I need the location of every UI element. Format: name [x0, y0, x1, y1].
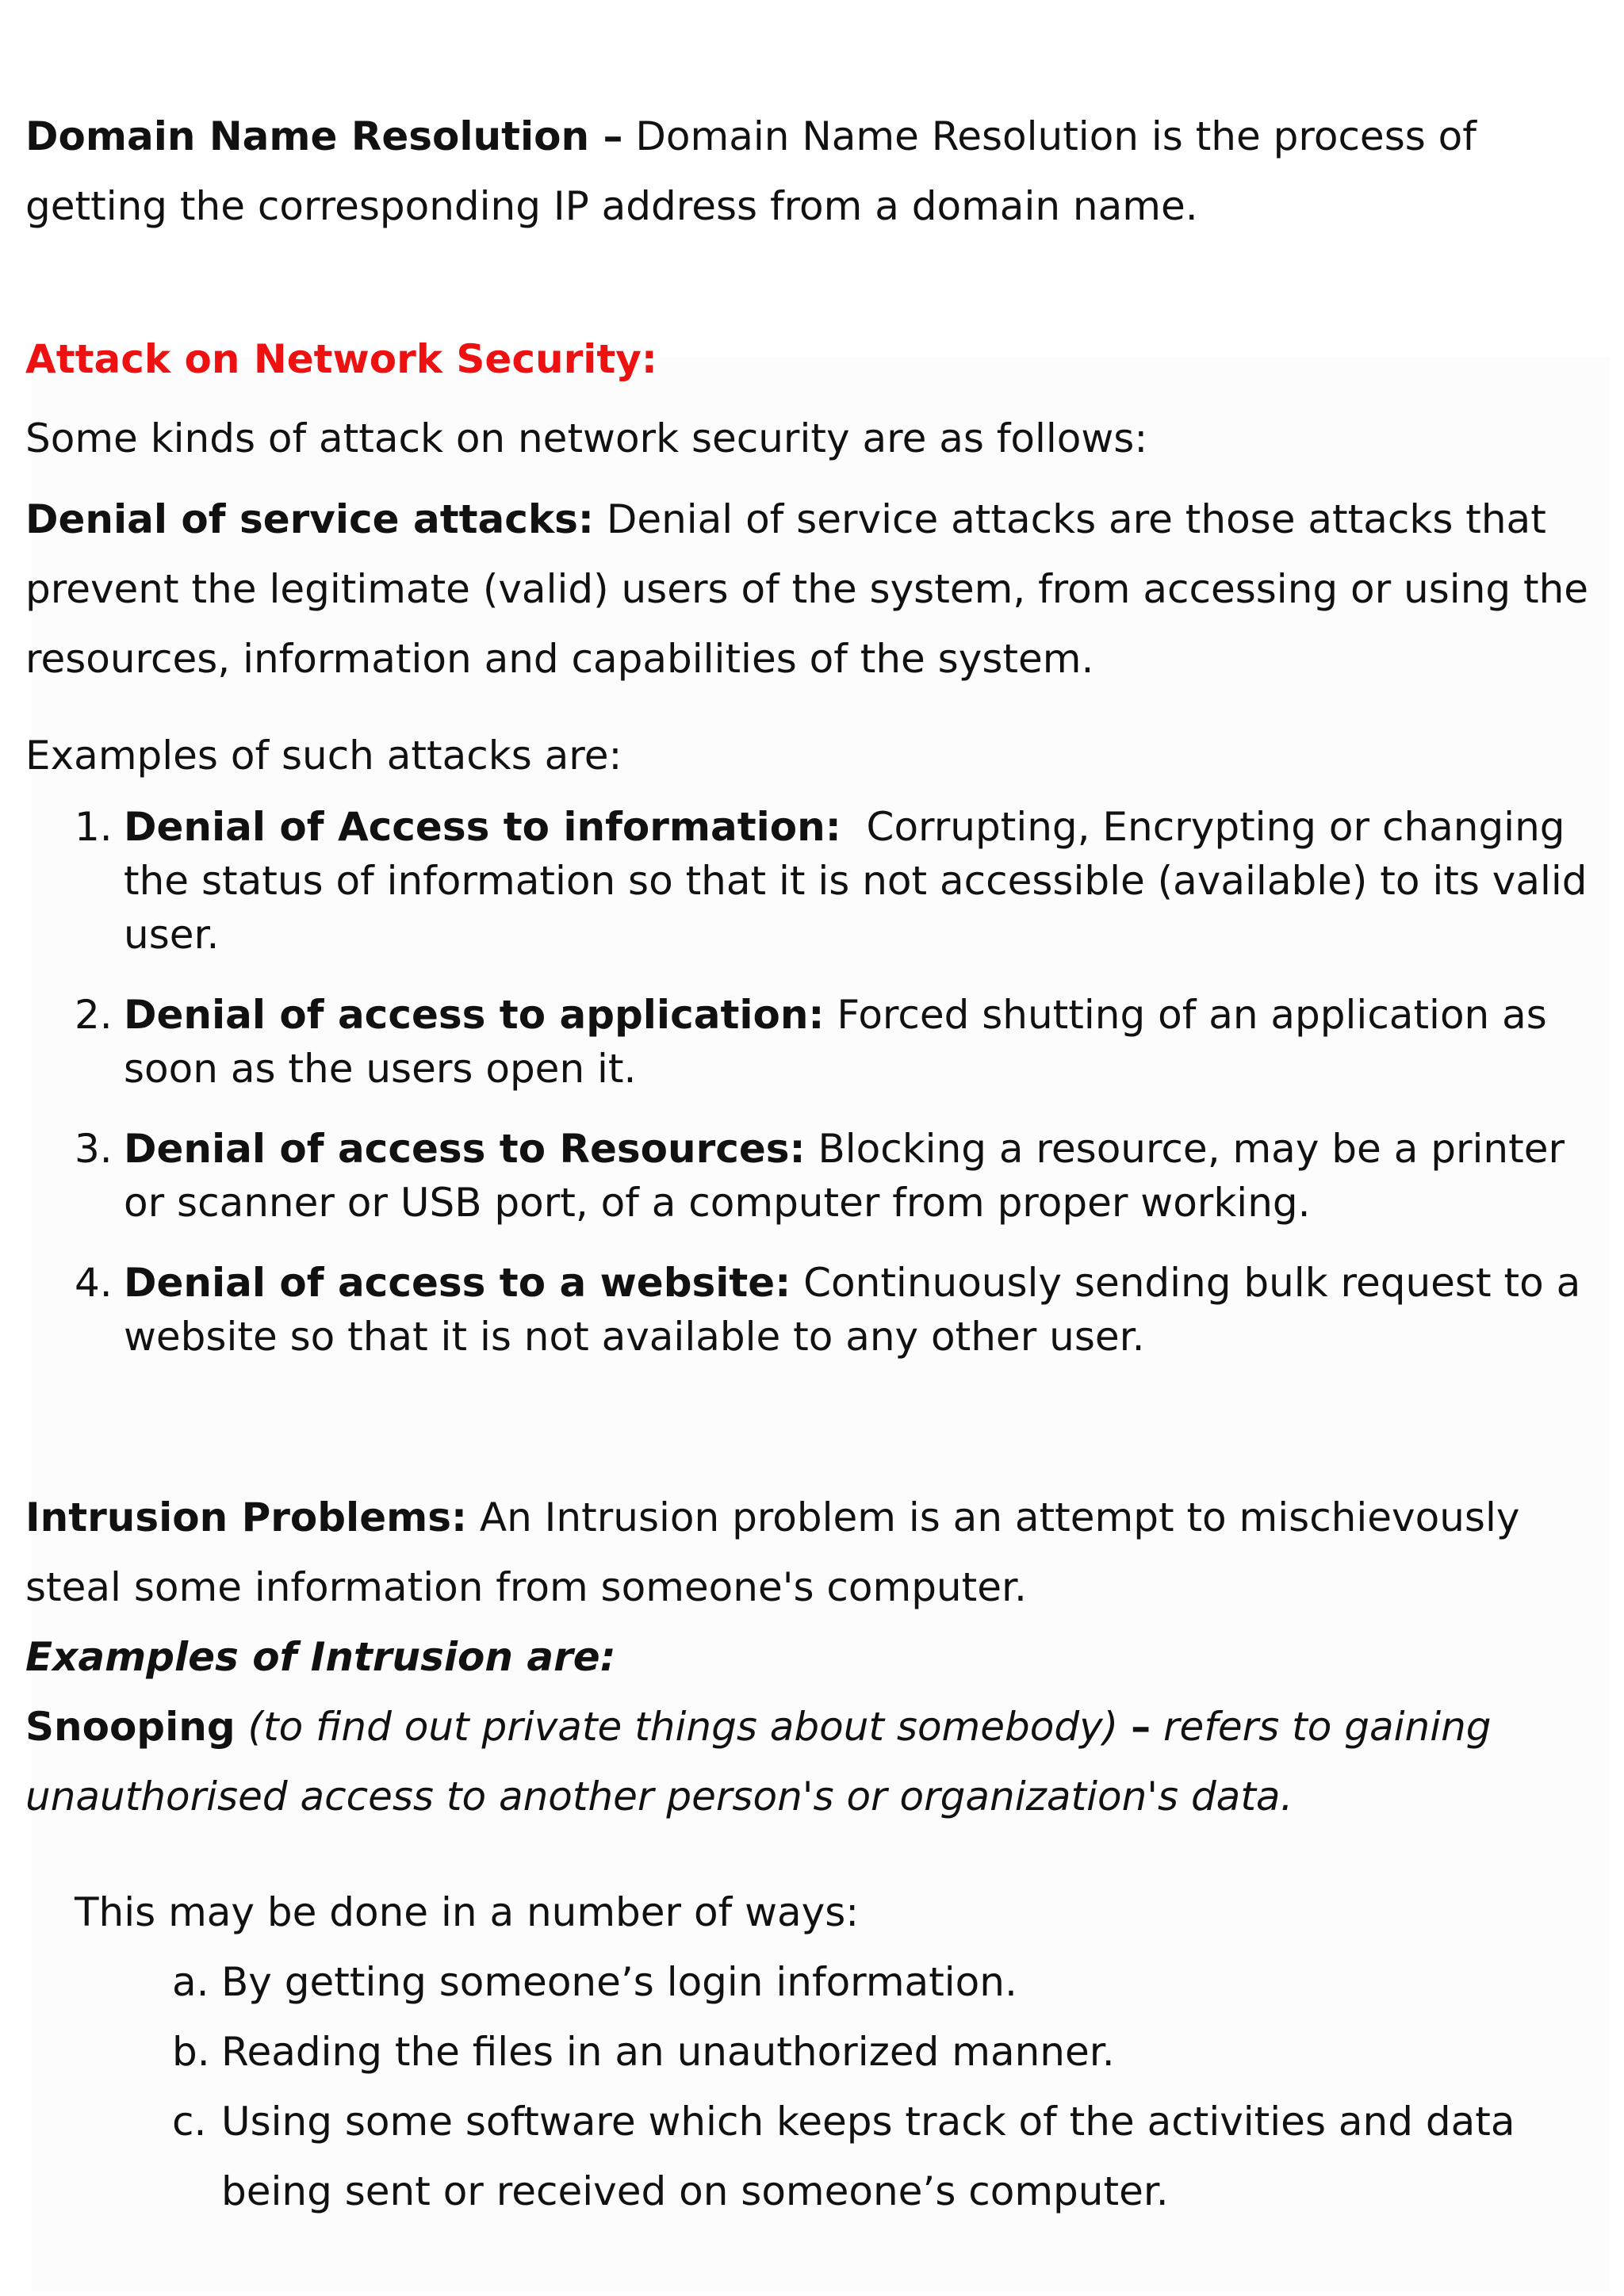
- item-term: Denial of access to application:: [124, 992, 825, 1038]
- list-item: [75, 1122, 1603, 1230]
- intrusion-term: Intrusion Problems:: [25, 1494, 467, 1540]
- attack-examples-list: [75, 800, 1603, 1364]
- dos-term: Denial of service attacks:: [25, 496, 594, 542]
- item-number: 2.: [75, 992, 113, 1038]
- item-text: Reading the files in an unauthorized manner.: [221, 2029, 1115, 2075]
- item-letter: b.: [172, 2029, 210, 2075]
- intrusion-paragraph: [25, 1483, 1603, 1622]
- item-text: By getting someone’s login information.: [221, 1959, 1017, 2005]
- dns-term: Domain Name Resolution –: [25, 113, 623, 159]
- item-letter: c.: [172, 2099, 207, 2145]
- item-text: Using some software which keeps track of the activities and data being sent or received on someone’s computer.: [221, 2099, 1515, 2214]
- list-item: [75, 800, 1603, 962]
- dns-paragraph: [25, 101, 1603, 241]
- item-term: Denial of access to a website:: [124, 1260, 791, 1306]
- ways-list: [172, 1947, 1603, 2226]
- ways-intro: This may be done in a number of ways:: [75, 1889, 860, 1935]
- dos-text: Denial of service attacks are those attacks that prevent the legitimate (valid) users of the system, from accessing or using the resources, information and capabilities of the system.: [25, 496, 1589, 682]
- intrusion-examples-label: [25, 1622, 1603, 1692]
- item-letter: a.: [172, 1959, 209, 2005]
- document-content: [25, 101, 1603, 2226]
- snooping-paren: (to find out private things about somebody): [247, 1704, 1119, 1750]
- list-item: [172, 2017, 1603, 2087]
- attack-heading: Attack on Network Security:: [25, 336, 657, 382]
- dns-text: Domain Name Resolution is the process of getting the corresponding IP address from a domain name.: [25, 113, 1477, 229]
- list-item: [172, 1947, 1603, 2017]
- attack-examples-label: Examples of such attacks are:: [25, 733, 622, 779]
- item-text: Corrupting, Encrypting or changing the status of information so that it is not accessible (available) to its valid user.: [124, 804, 1588, 958]
- intrusion-text: An Intrusion problem is an attempt to mischievously steal some information from someone's computer.: [25, 1494, 1520, 1610]
- list-item: [75, 988, 1603, 1096]
- snooping-dash: –: [1131, 1704, 1151, 1750]
- attack-intro: Some kinds of attack on network security are as follows:: [25, 415, 1148, 461]
- snooping-term: Snooping: [25, 1704, 236, 1750]
- item-number: 4.: [75, 1260, 113, 1306]
- snooping-paragraph: [25, 1692, 1603, 1831]
- item-number: 1.: [75, 804, 113, 850]
- list-item: [75, 1256, 1603, 1364]
- item-term: Denial of access to Resources:: [124, 1126, 806, 1172]
- item-text: Continuously sending bulk request to a website so that it is not available to any other user.: [124, 1260, 1581, 1360]
- item-text: Forced shutting of an application as soon as the users open it.: [124, 992, 1547, 1092]
- item-number: 3.: [75, 1126, 113, 1172]
- item-term: Denial of Access to information:: [124, 804, 841, 850]
- item-text: Blocking a resource, may be a printer or scanner or USB port, of a computer from proper working.: [124, 1126, 1565, 1226]
- intrusion-examples-label-text: Examples of Intrusion are:: [25, 1634, 616, 1680]
- snooping-text: refers to gaining unauthorised access to another person's or organization's data.: [25, 1704, 1492, 1820]
- dos-paragraph: [25, 484, 1603, 694]
- list-item: [172, 2087, 1603, 2226]
